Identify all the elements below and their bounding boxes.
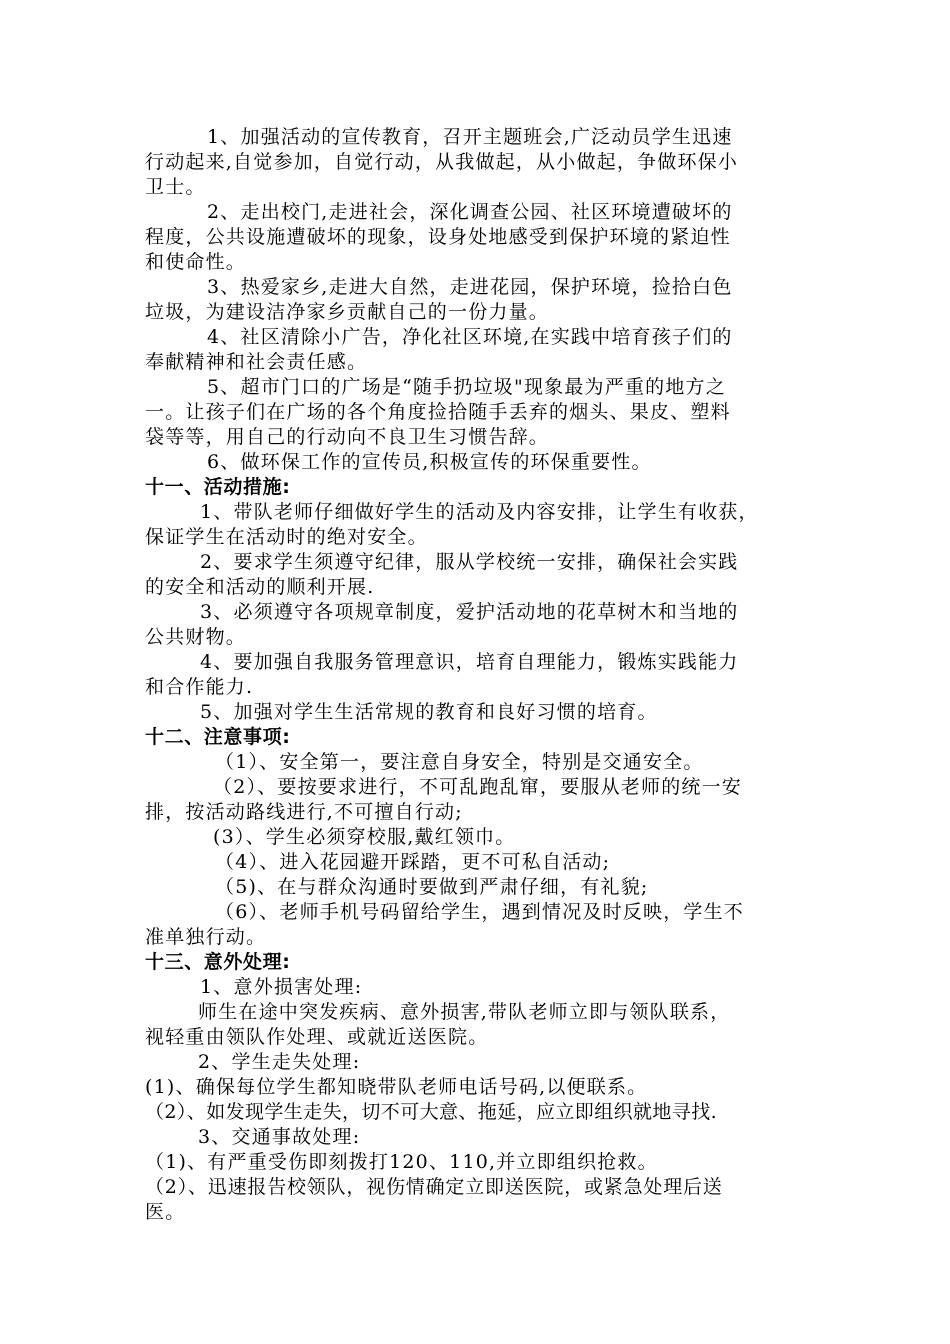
text-line: 公共财物。 — [145, 626, 247, 648]
text-line: 袋等等，用自己的行动向不良卫生习惯告辞。 — [145, 426, 550, 448]
text-line: 2、学生走失处理: — [198, 1051, 361, 1073]
text-line: 4、要加强自我服务管理意识，培育自理能力，锻炼实践能力 — [200, 651, 739, 673]
text-line: （2）、如发现学生走失，切不可大意、拖延，应立即组织就地寻找. — [145, 1101, 718, 1123]
text-line: 保证学生在活动时的绝对安全。 — [145, 526, 428, 548]
text-line: 2、要求学生须遵守纪律，服从学校统一安排，确保社会实践 — [200, 551, 739, 573]
text-line: (3）、学生必须穿校服,戴红领巾。 — [213, 826, 516, 848]
text-line: （2）、要按要求进行，不可乱跑乱窜，要服从老师的统一安 — [213, 776, 742, 798]
text-line: 准单独行动。 — [145, 926, 267, 948]
text-line: 和合作能力. — [145, 676, 254, 698]
section-heading: 十三、意外处理: — [145, 951, 291, 973]
text-line: 一。让孩子们在广场的各个角度捡拾随手丢弃的烟头、果皮、塑料 — [145, 401, 731, 423]
text-line: 1、意外损害处理: — [200, 976, 363, 998]
text-line: 4、社区清除小广告，净化社区环境,在实践中培育孩子们的 — [207, 326, 733, 348]
text-line: (1)、确保每位学生都知晓带队老师电话号码,以便联系。 — [145, 1076, 648, 1098]
text-line: （1)、有严重受伤即刻拨打120、110,并立即组织抢救。 — [145, 1151, 658, 1173]
text-line: 3、交通事故处理: — [198, 1126, 361, 1148]
text-line: 的安全和活动的顺利开展. — [145, 576, 375, 598]
text-line: 3、必须遵守各项规章制度，爱护活动地的花草树木和当地的 — [200, 601, 739, 623]
text-line: 卫士。 — [145, 176, 206, 198]
text-line: （5)、在与群众沟通时要做到严肃仔细，有礼貌; — [215, 876, 649, 898]
text-line: 行动起来,自觉参加，自觉行动，从我做起，从小做起，争做环保小 — [145, 151, 739, 173]
text-line: 垃圾，为建设洁净家乡贡献自己的一份力量。 — [145, 301, 550, 323]
section-heading: 十二、注意事项: — [145, 726, 291, 748]
text-line: （1）、安全第一，要注意自身安全，特别是交通安全。 — [215, 751, 704, 773]
text-line: （2）、迅速报告校领队，视伤情确定立即送医院，或紧急处理后送 — [145, 1176, 723, 1198]
text-line: （4）、进入花园避开踩踏，更不可私自活动; — [215, 851, 611, 873]
text-line: 6、做环保工作的宣传员,积极宣传的环保重要性。 — [207, 451, 652, 473]
text-line: 3、热爱家乡,走进大自然，走进花园，保护环境，捡拾白色 — [207, 276, 733, 298]
text-line: 奉献精神和社会责任感。 — [145, 351, 368, 373]
text-line: 5、加强对学生生活常规的教育和良好习惯的培育。 — [200, 701, 658, 723]
text-line: （6）、老师手机号码留给学生，遇到情况及时反映，学生不 — [215, 901, 744, 923]
text-line: 和使命性。 — [145, 251, 247, 273]
text-line: 视轻重由领队作处理、或就近送医院。 — [145, 1026, 489, 1048]
text-line: 医。 — [145, 1201, 186, 1223]
text-line: 5、超市门口的广场是“随手扔垃圾"现象最为严重的地方之 — [207, 376, 726, 398]
text-line: 师生在途中突发疾病、意外损害,带队老师立即与领队联系， — [198, 1001, 731, 1023]
text-line: 1、加强活动的宣传教育，召开主题班会,广泛动员学生迅速 — [207, 126, 733, 148]
text-line: 1、带队老师仔细做好学生的活动及内容安排，让学生有收获， — [200, 501, 759, 523]
section-heading: 十一、活动措施: — [145, 476, 291, 498]
text-line: 程度，公共设施遭破坏的现象，设身处地感受到保护环境的紧迫性 — [145, 226, 731, 248]
text-line: 排，按活动路线进行,不可擅自行动; — [145, 801, 463, 823]
text-line: 2、走出校门,走进社会，深化调查公园、社区环境遭破坏的 — [207, 201, 733, 223]
